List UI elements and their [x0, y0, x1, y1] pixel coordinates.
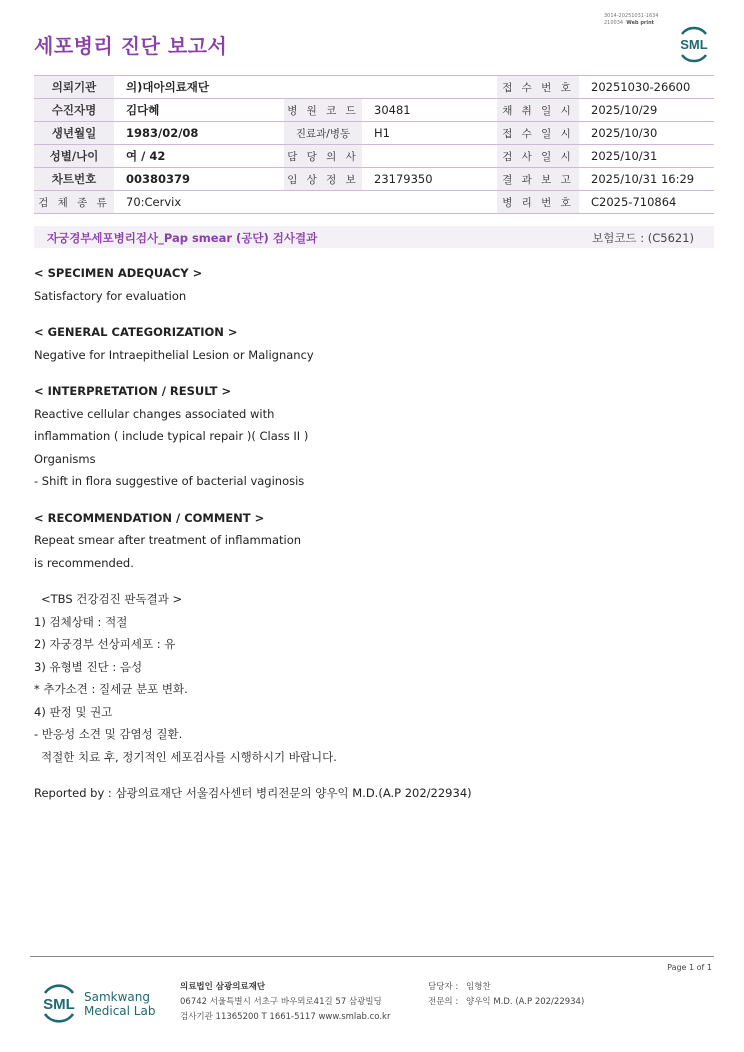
staff-row-2	[428, 995, 584, 1010]
reported-by: Reported by : 삼광의료재단 서울검사센터 병리전문의 양우익 M.D.(A.P 202/22934)	[34, 786, 472, 800]
label-pathology-no: 병 리 번 호	[497, 191, 579, 214]
label-sex-age: 성별/나이	[34, 145, 114, 168]
label-report-date: 결 과 보 고	[497, 168, 579, 191]
label-collection-date: 채 취 일 시	[497, 99, 579, 122]
brand-name	[84, 990, 155, 1018]
interpretation-line-2: inflammation ( include typical repair )( Class II )	[34, 429, 309, 443]
label-received-date: 접 수 일 시	[497, 122, 579, 145]
tbs-line-5: 4) 판정 및 권고	[34, 704, 113, 719]
interpretation-line-1: Reactive cellular changes associated with	[34, 406, 275, 421]
report-title: 세포병리 진단 보고서	[34, 34, 228, 58]
specimen-adequacy-value: Satisfactory for evaluation	[34, 288, 187, 303]
tbs-line-6: - 반응성 소견 및 감염성 질환.	[34, 727, 183, 741]
value-pathology-no: C2025-710864	[579, 191, 714, 214]
value-chart-no: 00380379	[114, 168, 284, 191]
value-received-date: 2025/10/30	[579, 122, 714, 145]
label-accession-no: 접 수 번 호	[497, 76, 579, 99]
web-print-tag: Web print	[626, 20, 655, 26]
label-specimen-type: 검 체 종 류	[34, 191, 114, 214]
patient-info-table	[34, 75, 714, 214]
organization-name: 의료법인 삼광의료재단	[180, 982, 266, 992]
label-patient-name: 수진자명	[34, 99, 114, 122]
staff-info	[428, 980, 584, 1010]
insurance-code: 보험코드 : (C5621)	[592, 231, 694, 245]
recommendation-heading: < RECOMMENDATION / COMMENT >	[34, 510, 265, 525]
value-institution: 의)대아의료재단	[114, 76, 497, 99]
label-chart-no: 차트번호	[34, 168, 114, 191]
value-department: H1	[362, 122, 497, 145]
brand-line-2: Medical Lab	[84, 1004, 156, 1018]
recommendation-line-1: Repeat smear after treatment of inflammation	[34, 533, 302, 547]
value-accession-no: 20251030-26600	[579, 76, 714, 99]
info-row-1	[34, 76, 714, 99]
value-collection-date: 2025/10/29	[579, 99, 714, 122]
tbs-line-3: 3) 유형별 진단 : 음성	[34, 659, 143, 674]
tbs-line-2: 2) 자궁경부 선상피세포 : 유	[34, 637, 176, 651]
sml-footer-logo-icon	[36, 980, 82, 1026]
label-birth-date: 생년월일	[34, 122, 114, 145]
interpretation-line-3: Organisms	[34, 451, 96, 466]
value-test-date: 2025/10/31	[579, 145, 714, 168]
brand-line-1: Samkwang	[84, 990, 150, 1004]
info-row-3	[34, 122, 714, 145]
staff-row-1	[428, 980, 584, 995]
label-clinical-info: 임 상 정 보	[284, 168, 362, 191]
general-categorization-heading: < GENERAL CATEGORIZATION >	[34, 325, 238, 339]
print-code-line1: 3014-20251031-1634	[604, 13, 659, 19]
sml-footer-logo-text: SML	[43, 996, 75, 1013]
value-birth-date: 1983/02/08	[114, 122, 284, 145]
value-patient-name: 김다혜	[114, 99, 284, 122]
page-number: Page 1 of 1	[667, 963, 712, 972]
value-physician	[362, 145, 497, 168]
organization-contact: 검사기관 11365200 T 1661-5117 www.smlab.co.kr	[180, 1012, 391, 1022]
interpretation-line-4: - Shift in flora suggestive of bacterial vaginosis	[34, 474, 305, 488]
label-test-date: 검 사 일 시	[497, 145, 579, 168]
staff-label-2: 전문의 :	[428, 997, 459, 1007]
info-row-5	[34, 168, 714, 191]
sml-logo-text: SML	[680, 37, 708, 52]
test-title: 자궁경부세포병리검사_Pap smear (공단) 검사결과	[47, 231, 318, 245]
organization-address: 06742 서울특별시 서초구 바우뫼로41길 57 삼광빌딩	[180, 997, 382, 1007]
tbs-heading: <TBS 건강검진 판독결과 >	[41, 592, 183, 606]
label-department: 진료과/병동	[284, 122, 362, 145]
sml-logo-icon	[674, 24, 714, 64]
footer-divider	[30, 956, 714, 957]
value-sex-age: 여 / 42	[114, 145, 284, 168]
specimen-adequacy-heading: < SPECIMEN ADEQUACY >	[34, 266, 203, 280]
value-report-date: 2025/10/31 16:29	[579, 168, 714, 191]
tbs-line-4: * 추가소견 : 질세균 분포 변화.	[34, 682, 188, 696]
value-specimen-type: 70:Cervix	[114, 191, 497, 214]
tbs-line-7: 적절한 치료 후, 정기적인 세포검사를 시행하시기 바랍니다.	[41, 749, 337, 764]
print-code	[604, 13, 659, 27]
recommendation-line-2: is recommended.	[34, 555, 134, 570]
value-clinical-info: 23179350	[362, 168, 497, 191]
interpretation-heading: < INTERPRETATION / RESULT >	[34, 384, 232, 398]
staff-value-1: 임형찬	[466, 982, 491, 992]
label-hospital-code: 병 원 코 드	[284, 99, 362, 122]
label-institution: 의뢰기관	[34, 76, 114, 99]
print-code-line2: 210034	[604, 20, 624, 26]
tbs-line-1: 1) 검체상태 : 적절	[34, 614, 128, 629]
info-row-2	[34, 99, 714, 122]
general-categorization-value: Negative for Intraepithelial Lesion or Malignancy	[34, 347, 314, 362]
staff-value-2: 양우익 M.D. (A.P 202/22934)	[466, 997, 585, 1007]
label-physician: 담 당 의 사	[284, 145, 362, 168]
staff-label-1: 담당자 :	[428, 982, 459, 992]
value-hospital-code: 30481	[362, 99, 497, 122]
test-title-bar	[34, 226, 714, 248]
organization-info	[180, 980, 390, 1025]
result-body	[34, 262, 714, 805]
info-row-4	[34, 145, 714, 168]
info-row-6	[34, 191, 714, 214]
